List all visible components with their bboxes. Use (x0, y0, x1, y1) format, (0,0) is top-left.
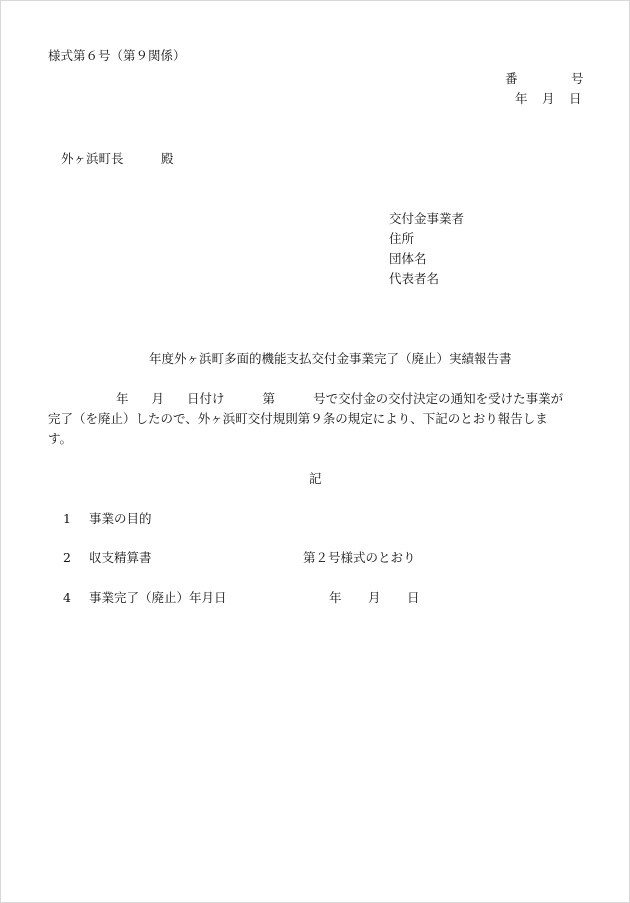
report-body (48, 389, 585, 449)
item-label: 収支精算書 (89, 550, 152, 565)
document-number-line (505, 71, 584, 87)
document-title: 年度外ヶ浜町多面的機能支払交付金事業完了（廃止）実績報告書 (149, 351, 512, 366)
addressee (61, 151, 174, 167)
list-item (63, 590, 420, 606)
body-day: 日付け (187, 391, 225, 406)
number-label-go: 号 (571, 71, 584, 86)
body-month: 月 (151, 391, 165, 406)
body-dai: 第 (262, 391, 276, 406)
item-month: 月 (368, 590, 381, 605)
date-month-label: 月 (542, 91, 555, 106)
ki-heading: 記 (309, 471, 322, 486)
addressee-name: 外ヶ浜町長 (61, 151, 124, 166)
date-day-label: 日 (569, 91, 582, 106)
addressee-honorific: 殿 (161, 151, 174, 166)
item-number: 4 (63, 590, 71, 605)
body-year: 年 (116, 391, 129, 406)
sender-rep-label: 代表者名 (389, 271, 440, 286)
item-value: 第２号様式のとおり (303, 550, 416, 565)
item-label: 事業の目的 (89, 511, 152, 526)
sender-block (389, 211, 464, 291)
form-number: 様式第６号（第９関係） (48, 48, 186, 63)
sender-address-label: 住所 (389, 231, 415, 246)
list-item (63, 550, 416, 566)
item-day: 日 (407, 590, 420, 605)
number-label-ban: 番 (505, 71, 518, 86)
body-line-1-rest: 号で交付金の交付決定の通知を受けた事業が (313, 391, 564, 406)
sender-role: 交付金事業者 (389, 211, 465, 226)
item-year: 年 (329, 590, 342, 605)
item-label: 事業完了（廃止）年月日 (89, 590, 227, 605)
body-line-3: す。 (48, 431, 73, 446)
document-date-line (515, 91, 582, 107)
item-number: 2 (63, 550, 71, 565)
sender-org-label: 団体名 (389, 251, 427, 266)
body-line-1 (48, 389, 585, 409)
date-year-label: 年 (515, 91, 528, 106)
list-item (63, 511, 152, 527)
item-number: 1 (63, 511, 71, 526)
body-line-2: 完了（を廃止）したので、外ヶ浜町交付規則第９条の規定により、下記のとおり報告しま (48, 411, 548, 426)
